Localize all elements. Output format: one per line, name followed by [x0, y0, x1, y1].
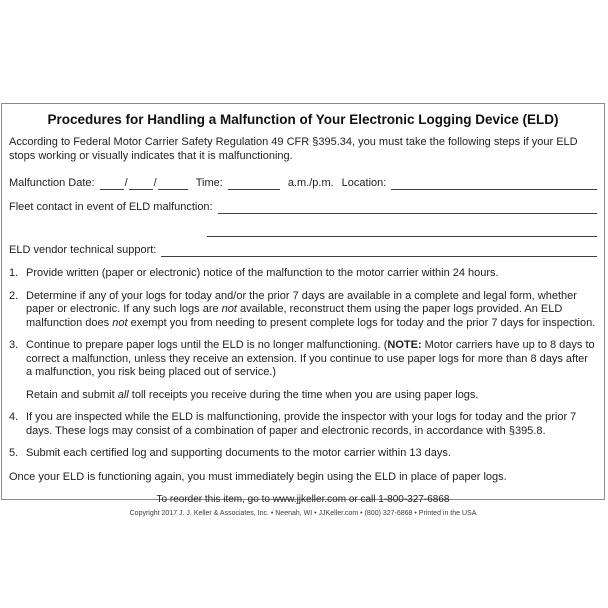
vendor-support-label: ELD vendor technical support: — [9, 244, 157, 256]
step-text-segment: If you are inspected while the ELD is malfunctioning, provide the inspector with your logs for today and the prior 7 days. These logs may consist of a combination of paper and electronic records, in accordance with §395.8. — [26, 411, 577, 437]
step-subparagraph — [26, 389, 597, 403]
copyright-line: Copyright 2017 J. J. Keller & Associates, Inc. • Neenah, WI • JJKeller.com • (800) 327-6868 • Printed in the USA — [129, 510, 477, 517]
fleet-contact-row — [9, 201, 597, 214]
step-text-segment: Motor carriers have up to 8 days to correct a malfunction, unless they receive an extension. If you continue to use paper logs for more than 8 days after a malfunction, you risk being placed out of service.) — [26, 339, 595, 378]
intro-paragraph: According to Federal Motor Carrier Safety Regulation 49 CFR §395.34, you must take the following steps if your ELD stops working or visually indicates that it is malfunctioning. — [9, 136, 578, 162]
date-month-blank — [100, 177, 124, 190]
step-text-segment: Provide written (paper or electronic) notice of the malfunction to the motor carrier within 24 hours. — [26, 267, 499, 279]
closing-paragraph: Once your ELD is functioning again, you must immediately begin using the ELD in place of paper logs. — [9, 470, 507, 483]
location-label: Location: — [341, 177, 387, 189]
reorder-line: To reorder this item, go to www.jjkeller.com or call 1-800-327-6868 — [156, 494, 450, 505]
fleet-contact-blank-continued — [207, 227, 597, 237]
date-separator: / — [124, 177, 128, 189]
step-text-bold: NOTE: — [387, 339, 422, 351]
step-text-italic: not — [221, 303, 237, 315]
step-text — [26, 267, 597, 281]
step-text — [26, 447, 597, 461]
step-number: 2. — [9, 289, 19, 302]
page-title: Procedures for Handling a Malfunction of Your Electronic Logging Device (ELD) — [47, 112, 559, 127]
date-year-blank — [158, 177, 188, 190]
step-text-segment: exempt you from needing to present complete logs for today and the prior 7 days for inspection. — [127, 316, 596, 329]
step-text-segment: Determine if any of your logs for today and/or the prior 7 days are available in a complete and legal form, whether paper or electronic. If any such logs are — [26, 289, 577, 315]
step-item-4 — [9, 411, 597, 438]
step-text — [26, 339, 597, 402]
step-text-segment: toll receipts you receive during the time when you are using paper logs. — [128, 388, 479, 401]
time-blank — [228, 177, 280, 190]
step-number: 3. — [9, 339, 19, 351]
step-text-italic: not — [112, 316, 128, 329]
fleet-contact-blank — [218, 201, 597, 214]
step-text — [26, 290, 597, 331]
step-number: 4. — [9, 411, 19, 423]
step-item-5 — [9, 447, 597, 461]
step-text-segment: Continue to prepare paper logs until the ELD is no longer malfunctioning. ( — [26, 339, 388, 351]
step-text-segment: Submit each certified log and supporting documents to the motor carrier within 13 days. — [26, 447, 451, 459]
fleet-contact-label: Fleet contact in event of ELD malfunction: — [9, 201, 213, 213]
step-paragraph — [26, 339, 595, 378]
malfunction-date-label: Malfunction Date: — [9, 177, 95, 189]
date-separator: / — [153, 177, 157, 189]
step-item-3 — [9, 339, 597, 402]
ampm-label: a.m./p.m. — [287, 177, 334, 189]
time-label: Time: — [195, 177, 223, 189]
step-text — [26, 411, 597, 438]
step-text-italic: all — [117, 388, 129, 401]
step-text-segment: available, reconstruct them using the paper logs provided. An ELD malfunction does — [26, 303, 563, 329]
step-item-1 — [9, 267, 597, 281]
document-card — [1, 103, 605, 517]
malfunction-date-row — [9, 177, 597, 190]
step-text-segment: Retain and submit — [26, 388, 118, 401]
vendor-support-blank — [161, 244, 597, 257]
location-blank — [391, 177, 597, 190]
step-item-2 — [9, 290, 597, 331]
step-number: 1. — [9, 267, 19, 279]
vendor-support-row — [9, 244, 597, 257]
date-day-blank — [129, 177, 153, 190]
step-number: 5. — [9, 447, 19, 459]
